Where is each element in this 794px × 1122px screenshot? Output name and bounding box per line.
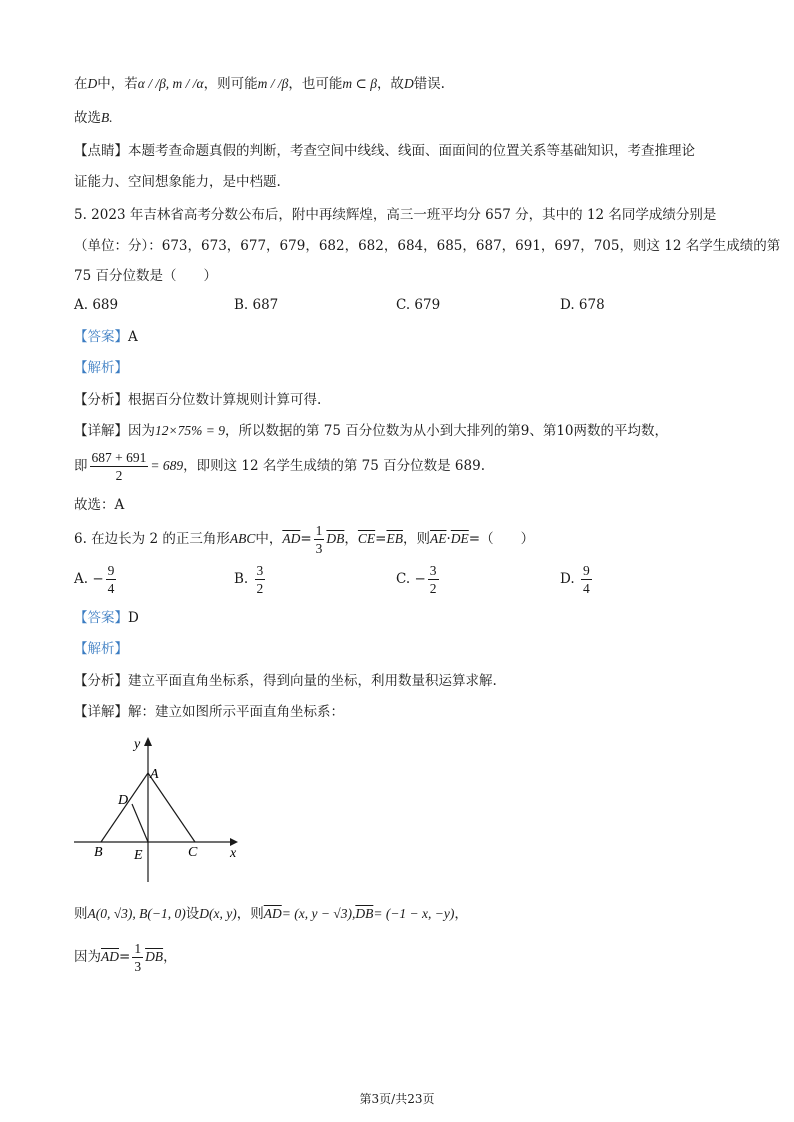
text: 即 [74,458,88,474]
vector: $\overline{DB}$ [145,949,164,964]
q6-coords [74,901,468,927]
axis-label-y: y [134,737,141,752]
q6-answer [74,608,139,628]
jiexi-tag: 【解析】 [74,641,128,657]
fraction [132,940,143,975]
text: D [87,76,98,91]
q5-option-d: D. 678 [560,297,605,313]
q5-fenxi [74,390,321,410]
q5-stem-2 [74,236,780,256]
segment-de [132,804,148,842]
fraction [255,562,266,597]
vector: $\overline{DE}$ [450,531,469,546]
q5-stem-1 [74,205,716,225]
vector: $\overline{AD}$ [263,906,282,921]
text: 在 [74,76,88,92]
fraction-num: 1 [315,523,323,538]
text: ，也可能 [288,76,343,92]
option-label: B. [234,571,249,587]
q5-stem-3 [74,266,217,286]
q6-option-b [234,562,267,597]
q6-option-d [560,562,594,597]
option-label: D. [560,571,575,587]
text: （单位：分）：673，673，677，679，682，682，684，685，687，691，697，705，则这 12 名学生成绩的第 [74,238,781,254]
fraction-den: 4 [107,581,115,596]
fraction-num: 9 [582,563,590,578]
answer-value: A [128,329,138,345]
math: D(x, y) [199,906,237,921]
fraction-den: 4 [582,581,590,596]
text: ， [344,531,358,547]
text: 6. 在边长为 2 的正三角形 [74,531,230,547]
answer-value: D [128,610,139,626]
text: =（ ） [468,531,535,547]
answer-tag: 【答案】 [74,329,128,345]
fraction-num: 9 [107,563,115,578]
q5-option-c: C. 679 [396,297,441,313]
math: m / /β [257,76,289,91]
fraction [581,562,592,597]
xiangjie-tag: 【详解】 [74,423,128,439]
text: ，则可能 [203,76,258,92]
fraction-den: 2 [115,468,123,483]
fenxi-tag: 【分析】 [74,392,128,408]
q6-because [74,939,177,975]
vector: $\overline{CE}$ [357,531,376,546]
axis-label-x: x [230,846,237,861]
text: 本题考查命题真假的判断，考查空间中线线、线面、面面间的位置关系等基础知识，考查推理论 [128,143,695,159]
fraction-den: 3 [315,541,323,556]
fraction [428,562,439,597]
q5-answer [74,327,138,347]
fraction-den: 2 [256,581,264,596]
vector: $\overline{AE}$ [429,531,447,546]
text: 因为 [128,423,155,439]
q6-xiangjie [74,702,344,722]
q6-fenxi [74,671,497,691]
text: ，即则这 12 名学生成绩的第 75 百分位数是 689. [183,458,485,474]
q5-option-b: B. 687 [234,297,279,313]
answer-tag: 【答案】 [74,610,128,626]
text: ，则 [236,906,264,922]
jiexi-tag: 【解析】 [74,360,128,376]
line-choose-b [74,108,113,128]
math: m ⊂ β [342,76,377,91]
text: 中，若 [97,76,138,92]
fraction [90,449,149,484]
text: 故选：A [74,497,125,513]
point-label-a: A [150,767,159,782]
math: 12×75% = 9 [155,423,225,438]
text: 5. 2023 年吉林省高考分数公布后，附中再续辉煌，高三一班平均分 657 分，其中的 12 名同学成绩分别是 [74,207,717,223]
text: − [92,571,104,587]
text: = [300,531,312,547]
q5-guxuan [74,495,124,515]
coordinate-figure [68,728,248,888]
vector: $\overline{AD}$ [282,531,301,546]
fraction-num: 1 [134,941,142,956]
option-label: A. [74,571,89,587]
segment-ac [148,773,195,842]
fraction-den: 2 [429,581,437,596]
q6-option-a [74,562,118,597]
text: 9 [520,423,530,439]
page-footer: 第3页/共23页 [359,1092,435,1106]
point-label-b: B [94,845,103,860]
q5-xiangjie [74,421,668,441]
vector: $\overline{EB}$ [386,531,403,546]
text: ，则 [402,531,430,547]
line-d-conclusion [74,74,445,94]
q6-jiexi [74,639,128,659]
text: 中， [255,531,283,547]
text: ，所以数据的第 75 百分位数为从小到大排列的第 [224,423,521,439]
fraction-num: 687 + 691 [91,450,147,465]
q5-jiexi [74,358,128,378]
text: = [375,531,387,547]
text: 故选 [74,110,101,126]
q5-ji [74,448,485,484]
line-dianjing [74,141,695,161]
fenxi-tag: 【分析】 [74,673,128,689]
text: 、第 [529,423,557,439]
x-axis-arrow [230,838,238,846]
point-label-d: D [118,793,129,808]
math: = (−1 − x, −y) [373,906,455,921]
text: = [119,949,131,965]
fraction-num: 3 [256,563,264,578]
text: 两数的平均数， [573,423,669,439]
math: = 689 [150,458,184,473]
text: 解：建立如图所示平面直角坐标系： [128,704,344,720]
text: D [403,76,414,91]
point-label-e: E [134,848,143,863]
point-label-c: C [188,845,198,860]
xiangjie-tag: 【详解】 [74,704,128,720]
fraction [314,522,325,557]
vector: $\overline{DB}$ [326,531,345,546]
math: ABC [229,531,256,546]
vector: $\overline{AD}$ [101,949,119,964]
fraction-num: 3 [429,563,437,578]
option-label: C. [396,571,411,587]
vector: $\overline{DB}$ [355,906,374,921]
dianjing-tag: 【点睛】 [74,143,128,159]
line-dianjing-cont [74,172,281,192]
text: ，故 [376,76,404,92]
text: ， [163,949,177,965]
text: ， [454,906,468,922]
text: 10 [556,423,574,439]
text: B. [101,110,113,125]
text: 则 [74,906,88,922]
text: 75 百分位数是（ ） [74,268,217,284]
math: A(0, √3), B(−1, 0) [87,906,186,921]
q6-stem [74,521,534,557]
math: = (x, y − √3), [281,906,356,921]
q5-option-a: A. 689 [74,297,119,313]
fraction-den: 3 [134,959,142,974]
text: 设 [185,906,200,922]
fraction [106,562,117,597]
text: 证能力、空间想象能力，是中档题. [74,174,281,190]
text: 根据百分位数计算规则计算可得. [128,392,322,408]
text: − [414,571,426,587]
text: 因为 [74,949,101,965]
text: · [446,531,451,547]
math: α / /β, m / /α [137,76,204,91]
text: 错误. [413,76,445,92]
y-axis-arrow [144,737,152,746]
q6-option-c [396,562,441,597]
text: 建立平面直角坐标系，得到向量的坐标，利用数量积运算求解. [128,673,497,689]
